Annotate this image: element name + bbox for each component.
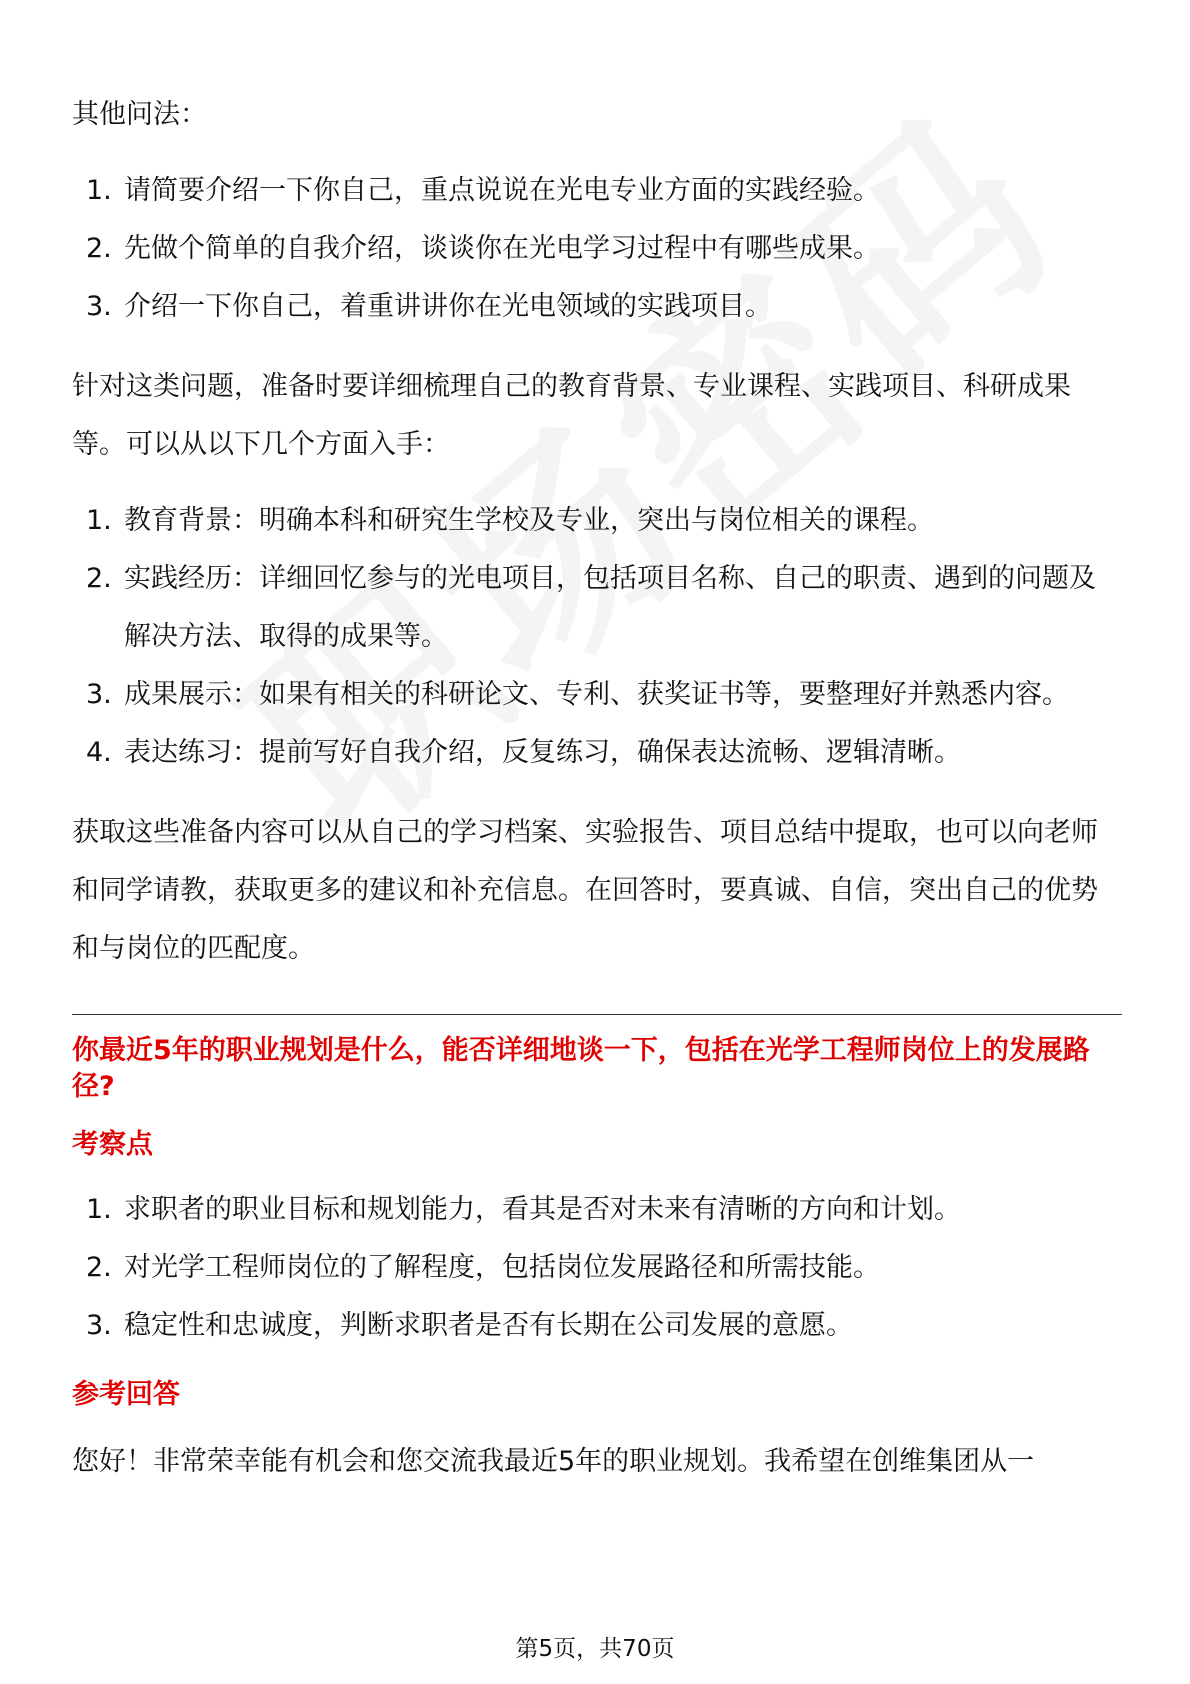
prep-paragraph: 针对这类问题，准备时要详细梳理自己的教育背景、专业课程、实践项目、科研成果等。可以从以下几个方面入手： (72, 371, 1071, 460)
question-heading: 你最近5年的职业规划是什么，能否详细地谈一下，包括在光学工程师岗位上的发展路径? (72, 1035, 1090, 1102)
page-content (72, 86, 1122, 1491)
focus-points-list (72, 1181, 1122, 1355)
list-item: 2. 实践经历：详细回忆参与的光电项目，包括项目名称、自己的职责、遇到的问题及解决方法、取得的成果等。 (86, 563, 1096, 652)
prep-points-list (72, 492, 1122, 782)
intro-label: 其他问法： (72, 99, 207, 130)
list-item: 3. 成果展示：如果有相关的科研论文、专利、获奖证书等，要整理好并熟悉内容。 (86, 679, 1069, 710)
list-item: 3. 介绍一下你自己，着重讲讲你在光电领域的实践项目。 (86, 291, 772, 322)
list-item: 2. 先做个简单的自我介绍，谈谈你在光电学习过程中有哪些成果。 (86, 233, 880, 264)
answer-title: 参考回答 (72, 1379, 180, 1410)
list-item: 4. 表达练习：提前写好自我介绍，反复练习，确保表达流畅、逻辑清晰。 (86, 737, 961, 768)
section-divider (72, 1014, 1122, 1015)
list-item: 3. 稳定性和忠诚度，判断求职者是否有长期在公司发展的意愿。 (86, 1310, 853, 1341)
list-item: 1. 教育背景：明确本科和研究生学校及专业，突出与岗位相关的课程。 (86, 505, 934, 536)
page-footer: 第5页，共70页 (515, 1636, 675, 1662)
source-paragraph: 获取这些准备内容可以从自己的学习档案、实验报告、项目总结中提取，也可以向老师和同学请教，获取更多的建议和补充信息。在回答时，要真诚、自信，突出自己的优势和与岗位的匹配度。 (72, 817, 1098, 964)
list-item: 1. 请简要介绍一下你自己，重点说说在光电专业方面的实践经验。 (86, 175, 880, 206)
list-item: 1. 求职者的职业目标和规划能力，看其是否对未来有清晰的方向和计划。 (86, 1194, 961, 1225)
answer-paragraph: 您好！非常荣幸能有机会和您交流我最近5年的职业规划。我希望在创维集团从一 (72, 1446, 1035, 1477)
list-item: 2. 对光学工程师岗位的了解程度，包括岗位发展路径和所需技能。 (86, 1252, 880, 1283)
focus-title: 考察点 (72, 1129, 153, 1160)
other-questions-list (72, 162, 1122, 336)
